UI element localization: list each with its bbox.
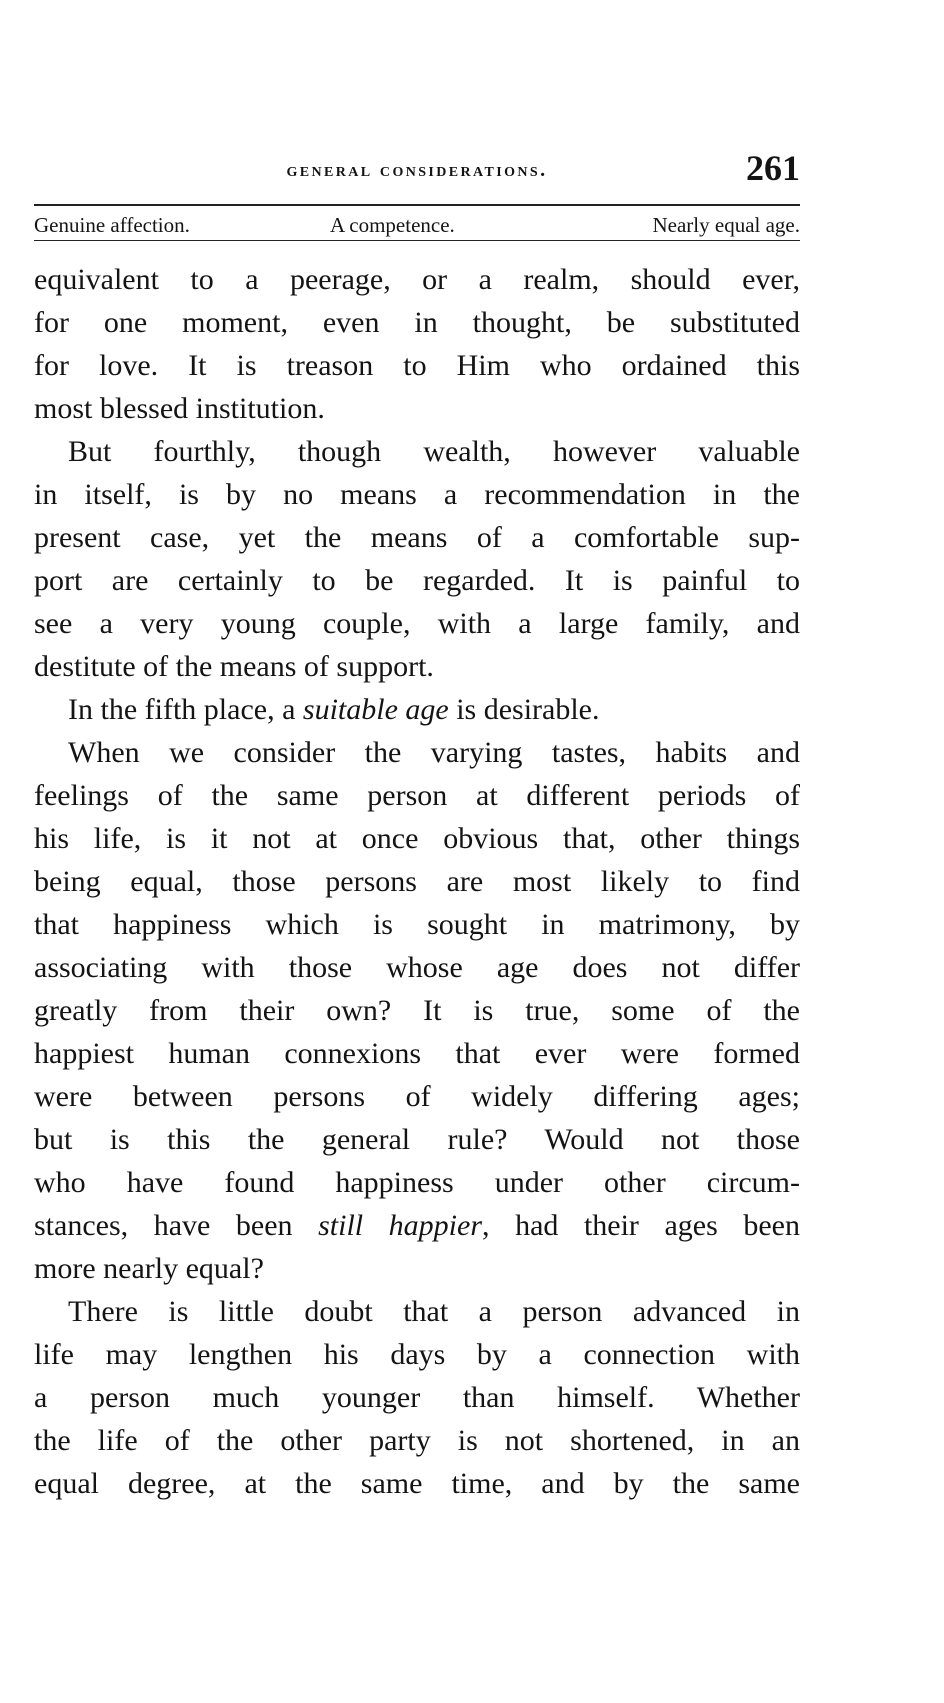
text-line: When we consider the varying tastes, habits and: [68, 736, 800, 769]
text-line: in itself, is by no means a recommendation in the: [34, 478, 800, 511]
text-line: life may lengthen his days by a connection with: [34, 1338, 800, 1371]
subhead-genuine-affection: Genuine affection.: [34, 213, 190, 237]
text-line: were between persons of widely differing ages;: [34, 1080, 800, 1113]
text-line: equivalent to a peerage, or a realm, should ever,: [34, 263, 800, 296]
italic-emphasis: still happier: [318, 1209, 482, 1242]
running-head: [34, 150, 800, 190]
text-line: destitute of the means of support.: [34, 650, 434, 683]
text-line: associating with those whose age does not differ: [34, 951, 800, 984]
text-line: present case, yet the means of a comfortable sup-: [34, 521, 800, 554]
text-line: but is this the general rule? Would not those: [34, 1123, 800, 1156]
text-line: more nearly equal?: [34, 1252, 264, 1285]
page-number: 261: [746, 148, 800, 188]
subhead-competence: A competence.: [330, 213, 455, 237]
text-line: stances, have been still happier, had their ages been: [34, 1209, 800, 1242]
text-line: being equal, those persons are most likely to find: [34, 865, 800, 898]
header-rule-top: [34, 204, 800, 206]
text-line: There is little doubt that a person advanced in: [68, 1295, 800, 1328]
text-line: most blessed institution.: [34, 392, 325, 425]
text-line: feelings of the same person at different periods of: [34, 779, 800, 812]
body-text: [34, 258, 800, 1505]
text-line: greatly from their own? It is true, some of the: [34, 994, 800, 1027]
text-line: a person much younger than himself. Whether: [34, 1381, 800, 1414]
subheads: [34, 210, 800, 240]
text-line: for one moment, even in thought, be substituted: [34, 306, 800, 339]
text-line: equal degree, at the same time, and by the same: [34, 1467, 800, 1500]
text-line: But fourthly, though wealth, however valuable: [68, 435, 800, 468]
text-line: see a very young couple, with a large family, and: [34, 607, 800, 640]
text-line: In the fifth place, a suitable age is desirable.: [68, 693, 600, 726]
text-line: port are certainly to be regarded. It is painful to: [34, 564, 800, 597]
text-line: happiest human connexions that ever were formed: [34, 1037, 800, 1070]
running-title: general considerations.: [286, 159, 548, 181]
subhead-nearly-equal-age: Nearly equal age.: [652, 213, 800, 237]
text-line: the life of the other party is not shortened, in an: [34, 1424, 800, 1457]
text-line: that happiness which is sought in matrimony, by: [34, 908, 800, 941]
text-line: for love. It is treason to Him who ordained this: [34, 349, 800, 382]
text-line: who have found happiness under other circum-: [34, 1166, 800, 1199]
header-rule-bottom: [34, 240, 800, 241]
text-line: his life, is it not at once obvious that, other things: [34, 822, 800, 855]
italic-emphasis: suitable age: [302, 693, 449, 726]
